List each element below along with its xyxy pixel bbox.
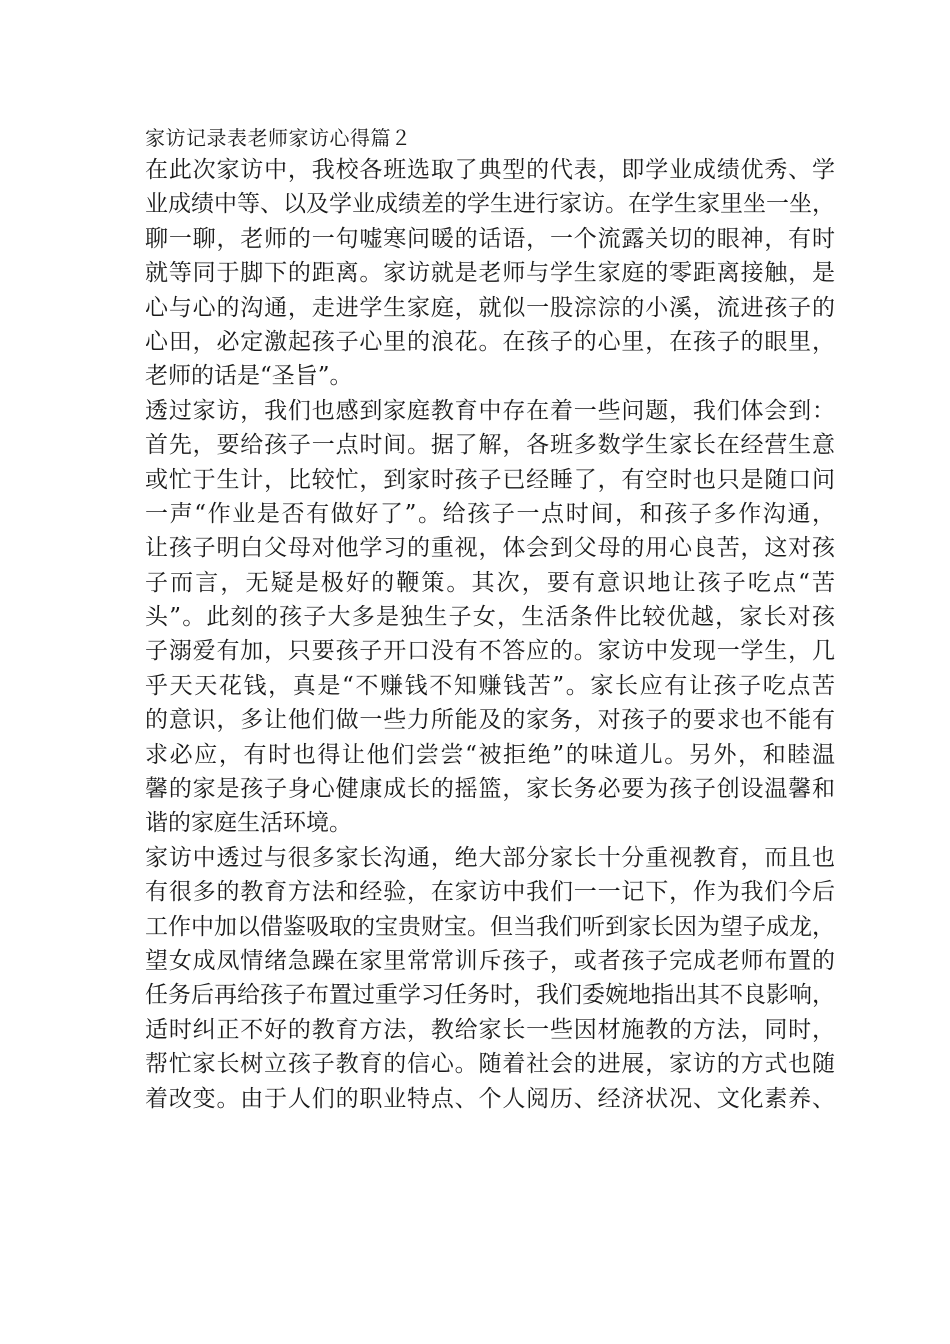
text-line: 心田，必定激起孩子心里的浪花。在孩子的心里，在孩子的眼里， bbox=[145, 328, 835, 355]
text-line: 有很多的教育方法和经验，在家访中我们一一记下，作为我们今后 bbox=[145, 879, 835, 906]
text-line: 谐的家庭生活环境。 bbox=[145, 810, 352, 837]
text-line: 在此次家访中，我校各班选取了典型的代表，即学业成绩优秀、学 bbox=[145, 157, 835, 183]
text-line: 或忙于生计，比较忙，到家时孩子已经睡了，有空时也只是随口问 bbox=[145, 466, 835, 493]
text-line: 老师的话是“圣旨”。 bbox=[145, 363, 353, 390]
text-line: 望女成凤情绪急躁在家里常常训斥孩子，或者孩子完成老师布置的 bbox=[145, 947, 835, 974]
text-line: 子溺爱有加，只要孩子开口没有不答应的。家访中发现一学生，几 bbox=[145, 638, 835, 665]
document-text bbox=[145, 153, 835, 1116]
text-line: 一声“作业是否有做好了”。给孩子一点时间，和孩子多作沟通， bbox=[145, 500, 835, 527]
text-line: 业成绩中等、以及学业成绩差的学生进行家访。在学生家里坐一坐， bbox=[145, 191, 835, 218]
text-line: 任务后再给孩子布置过重学习任务时，我们委婉地指出其不良影响， bbox=[145, 982, 835, 1009]
text-line: 工作中加以借鉴吸取的宝贵财宝。但当我们听到家长因为望子成龙， bbox=[145, 913, 835, 940]
text-line: 让孩子明白父母对他学习的重视，体会到父母的用心良苦，这对孩 bbox=[145, 535, 835, 562]
text-line: 帮忙家长树立孩子教育的信心。随着社会的进展，家访的方式也随 bbox=[145, 1051, 835, 1078]
text-line: 家访中透过与很多家长沟通，绝大部分家长十分重视教育，而且也 bbox=[145, 844, 835, 871]
text-line: 乎天天花钱，真是“不赚钱不知赚钱苦”。家长应有让孩子吃点苦 bbox=[145, 672, 835, 699]
document-body bbox=[145, 123, 835, 1116]
text-line: 头”。此刻的孩子大多是独生子女，生活条件比较优越，家长对孩 bbox=[145, 604, 835, 631]
text-line: 子而言，无疑是极好的鞭策。其次，要有意识地让孩子吃点“苦 bbox=[145, 569, 835, 596]
document-title: 家访记录表老师家访心得篇２ bbox=[145, 126, 412, 150]
text-line: 适时纠正不好的教育方法，教给家长一些因材施教的方法，同时， bbox=[145, 1016, 835, 1043]
text-line: 着改变。由于人们的职业特点、个人阅历、经济状况、文化素养、 bbox=[145, 1085, 835, 1112]
text-line: 聊一聊，老师的一句嘘寒问暖的话语，一个流露关切的眼神，有时 bbox=[145, 225, 835, 252]
text-line: 心与心的沟通，走进学生家庭，就似一股淙淙的小溪，流进孩子的 bbox=[145, 294, 835, 321]
text-line: 馨的家是孩子身心健康成长的摇篮，家长务必要为孩子创设温馨和 bbox=[145, 776, 835, 803]
text-line: 透过家访，我们也感到家庭教育中存在着一些问题，我们体会到： bbox=[145, 397, 835, 424]
text-line: 求必应，有时也得让他们尝尝“被拒绝”的味道儿。另外，和睦温 bbox=[145, 741, 835, 768]
text-line: 就等同于脚下的距离。家访就是老师与学生家庭的零距离接触，是 bbox=[145, 260, 835, 287]
text-line: 首先，要给孩子一点时间。据了解，各班多数学生家长在经营生意 bbox=[145, 432, 835, 459]
text-line: 的意识，多让他们做一些力所能及的家务，对孩子的要求也不能有 bbox=[145, 707, 835, 734]
